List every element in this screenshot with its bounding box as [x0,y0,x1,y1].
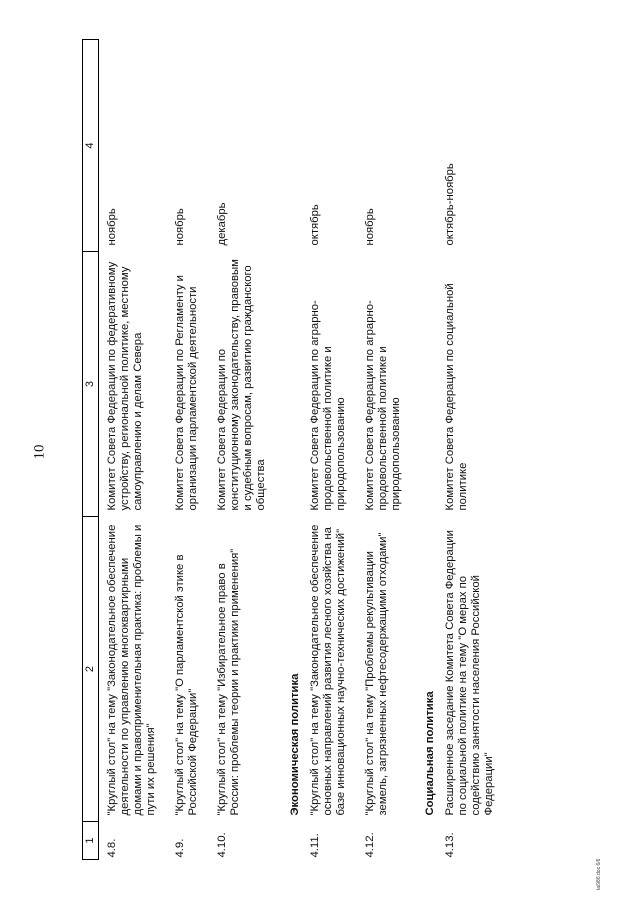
event-description: "Круглый стол" на тему "Избирательное право в России: проблемы теории и практики применения" [216,548,241,816]
event-description: "Круглый стол" на тему "О парламентской этике в Российской Федерации" [174,554,199,816]
table-row [209,40,277,860]
responsible-committee: Комитет Совета Федерации по аграрно-продовольственной политике и природопользованию [309,300,347,511]
column-number-header [83,40,99,860]
plan-table [82,39,505,860]
event-date: октябрь [309,204,321,246]
event-date: ноябрь [174,208,186,246]
column-header-3: 3 [83,252,99,517]
column-header-1: 1 [83,822,99,860]
event-description: "Круглый стол" на тему "Проблемы рекультивации земель, загрязненных нефтесодержащими отходами" [364,532,389,816]
event-date: октябрь-ноябрь [444,163,456,246]
section-heading-row [412,40,440,860]
page-number: 10 [31,444,48,460]
table-row [167,40,209,860]
event-description: "Круглый стол" на тему "Законодательное обеспечение основных направлений развития лесного хозяйства на базе инновационных научно-технических достижений" [309,524,347,816]
column-header-2: 2 [83,517,99,822]
event-description: "Круглый стол" на тему "Законодательное обеспечение деятельности по управлению многоквартирными домами и правоприменительная практика: проблемы и пути их решения" [106,524,157,816]
item-number: 4.9. [174,838,186,858]
item-number: 4.8. [106,838,118,858]
table-row [305,40,357,860]
item-number: 4.13. [444,832,456,858]
responsible-committee: Комитет Совета Федерации по социальной политике [444,283,469,511]
document-file-code: tai986.doc 6/6 [596,858,602,890]
rotated-table-container [82,40,560,860]
section-heading: Социальная политика [424,691,436,816]
item-number: 4.11. [309,833,321,858]
event-date: ноябрь [364,208,376,246]
section-heading: Экономическая политика [289,673,301,816]
responsible-committee: Комитет Совета Федерации по аграрно-продовольственной политике и природопользованию [364,300,402,511]
event-date: ноябрь [106,208,118,246]
section-heading-row [277,40,305,860]
table-row [99,40,168,860]
responsible-committee: Комитет Совета Федерации по конституционному законодательству, правовым и судебным вопросам, развитию гражданского общества [216,259,267,511]
table-row [440,40,505,860]
event-description: Расширенное заседание Комитета Совета Федерации по социальной политике на тему "О мерах по содействию занятости населения Российской Федерации" [444,530,495,816]
item-number: 4.10. [216,832,228,858]
item-number: 4.12. [364,832,376,858]
column-header-4: 4 [83,40,99,252]
responsible-committee: Комитет Совета Федерации по Регламенту и организации парламентской деятельности [174,275,199,511]
responsible-committee: Комитет Совета Федерации по федеративному устройству, региональной политике, местному самоуправлению и делам Севера [106,261,144,511]
event-date: декабрь [216,202,228,246]
table-row [357,40,412,860]
